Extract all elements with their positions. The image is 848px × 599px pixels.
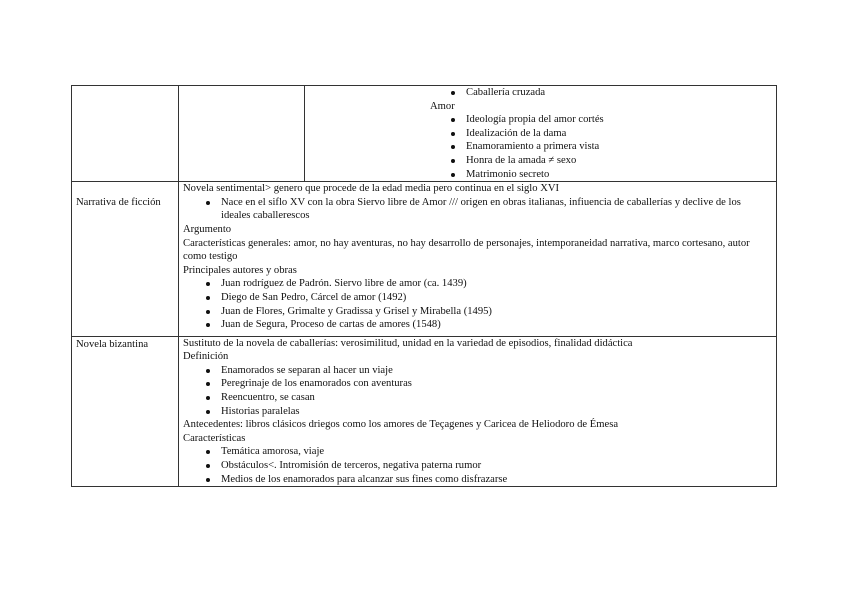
empty-cell: [179, 86, 305, 182]
autores-list: [183, 277, 772, 331]
list-item: Caballería cruzada: [430, 86, 772, 100]
caballeria-list: [430, 86, 772, 100]
list-item: Juan de Segura, Proceso de cartas de amores (1548): [183, 318, 772, 332]
intro-list: [183, 196, 772, 223]
list-item: Diego de San Pedro, Cárcel de amor (1492): [183, 291, 772, 305]
section-heading-amor: Amor: [430, 100, 455, 112]
list-item: Honra de la amada ≠ sexo: [430, 154, 772, 168]
list-item: Obstáculos<. Intromisión de terceros, negativa paterna rumor: [183, 459, 772, 473]
amor-list: [430, 113, 772, 181]
section-heading-autores: Principales autores y obras: [183, 264, 297, 276]
list-item: Juan rodríguez de Padrón. Siervo libre de amor (ca. 1439): [183, 277, 772, 291]
row-label: Novela bizantina: [76, 338, 149, 350]
list-item: Ideología propia del amor cortés: [430, 113, 772, 127]
content-cell: [305, 86, 777, 182]
list-item: Matrimonio secreto: [430, 168, 772, 182]
list-item: Juan de Flores, Grimalte y Gradissa y Grisel y Mirabella (1495): [183, 305, 772, 319]
list-item: Enamorados se separan al hacer un viaje: [183, 364, 772, 378]
list-item: Reencuentro, se casan: [183, 391, 772, 405]
caracteristicas-list: [183, 445, 772, 486]
content-cell: [179, 336, 777, 487]
section-heading-argumento: Argumento: [183, 223, 232, 235]
notes-table: [71, 85, 777, 487]
content-block: [305, 86, 776, 181]
list-item: Historias paralelas: [183, 405, 772, 419]
list-item: Medios de los enamorados para alcanzar sus fines como disfrazarse: [183, 473, 772, 487]
antecedentes-text: Antecedentes: libros clásicos driegos como los amores de Teçagenes y Caricea de Heliodoro de Émesa: [183, 419, 619, 431]
row-label: Narrativa de ficción: [76, 197, 161, 209]
content-block: [179, 182, 776, 336]
list-item: Temática amorosa, viaje: [183, 445, 772, 459]
list-item: Idealización de la dama: [430, 127, 772, 141]
list-item: Peregrinaje de los enamorados con aventuras: [183, 377, 772, 391]
definicion-list: [183, 364, 772, 418]
content-block: [179, 337, 776, 487]
row-label-cell: [72, 182, 179, 337]
content-cell: [179, 182, 777, 337]
list-item: Nace en el siflo XV con la obra Siervo libre de Amor /// origen en obras italianas, infiuencia de caballerías y declive de los ideales caballerescos: [183, 196, 772, 223]
caracteristicas-text: Características generales: amor, no hay aventuras, no hay desarrollo de personajes, intemporaneidad narrativa, marco cortesano, autor como testigo: [183, 237, 750, 263]
table-row-caballerias: [72, 86, 777, 182]
table-row-bizantina: [72, 336, 777, 487]
row-label-cell: [72, 86, 179, 182]
intro-text: Novela sentimental> genero que procede de la edad media pero continua en el siglo XVI: [183, 183, 560, 195]
section-heading-definicion: Definición: [183, 351, 229, 363]
intro-text: Sustituto de la novela de caballerías: verosimilitud, unidad en la variedad de episodios, finalidad didáctica: [183, 337, 633, 349]
section-heading-caracteristicas: Características: [183, 432, 246, 444]
table-row-narrativa: [72, 182, 777, 337]
list-item: Enamoramiento a primera vista: [430, 140, 772, 154]
row-label-cell: [72, 336, 179, 487]
